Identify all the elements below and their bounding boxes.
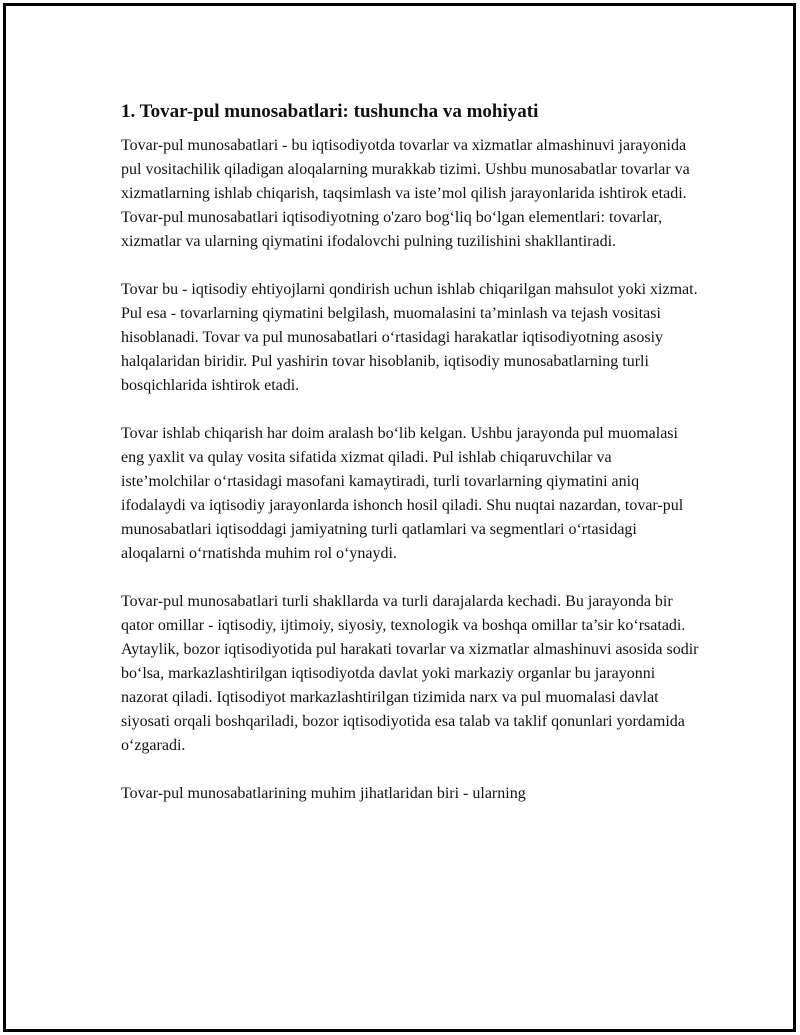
section-heading: 1. Tovar-pul munosabatlari: tushuncha va mohiyati — [121, 101, 539, 122]
paragraph-2: Tovar bu - iqtisodiy ehtiyojlarni qondirish uchun ishlab chiqarilgan mahsulot yoki xizmat. Pul esa - tovarlarning qiymatini belgilash, muomalasini ta’minlash va tejash vositasi hisoblanadi. Tovar va pul munosabatlari o‘rtasidagi harakatlar iqtisodiyotning asosiy halqalaridan biridir. Pul yashirin tovar hisoblanib, iqtisodiy munosabatlarning turli bosqichlarida ishtirok etadi. — [121, 281, 698, 394]
document-body — [121, 98, 701, 806]
page-frame — [3, 3, 796, 1032]
paragraph-3: Tovar ishlab chiqarish har doim aralash bo‘lib kelgan. Ushbu jarayonda pul muomalasi eng yaxlit va qulay vosita sifatida xizmat qiladi. Pul ishlab chiqaruvchilar va iste’molchilar o‘rtasidagi masofani kamaytiradi, turli tovarlarning qiymatini aniq ifodalaydi va iqtisodiy jarayonlarda ishonch hosil qiladi. Shu nuqtai nazardan, tovar-pul munosabatlari iqtisoddagi jamiyatning turli qatlamlari va segmentlari o‘rtasidagi aloqalarni o‘rnatishda muhim rol o‘ynaydi. — [121, 425, 684, 562]
paragraph-5: Tovar-pul munosabatlarining muhim jihatlaridan biri - ularning — [121, 785, 526, 802]
paragraph-1: Tovar-pul munosabatlari - bu iqtisodiyotda tovarlar va xizmatlar almashinuvi jarayonida pul vositachilik qiladigan aloqalarning murakkab tizimi. Ushbu munosabatlar tovarlar va xizmatlarning ishlab chiqarish, taqsimlash va iste’mol qilish jarayonlarida ishtirok etadi. Tovar-pul munosabatlari iqtisodiyotning o'zaro bog‘liq bo‘lgan elementlari: tovarlar, xizmatlar va ularning qiymatini ifodalovchi pulning tuzilishini shakllantiradi. — [121, 137, 690, 250]
paragraph-4: Tovar-pul munosabatlari turli shakllarda va turli darajalarda kechadi. Bu jarayonda bir qator omillar - iqtisodiy, ijtimoiy, siyosiy, texnologik va boshqa omillar ta’sir ko‘rsatadi. Aytaylik, bozor iqtisodiyotida pul harakati tovarlar va xizmatlar almashinuvi asosida sodir bo‘lsa, markazlashtirilgan iqtisodiyotda davlat yoki markaziy organlar bu jarayonni nazorat qiladi. Iqtisodiyot markazlashtirilgan tizimida narx va pul muomalasi davlat siyosati orqali boshqariladi, bozor iqtisodiyotida esa talab va taklif qonunlari yordamida o‘zgaradi. — [121, 593, 699, 754]
